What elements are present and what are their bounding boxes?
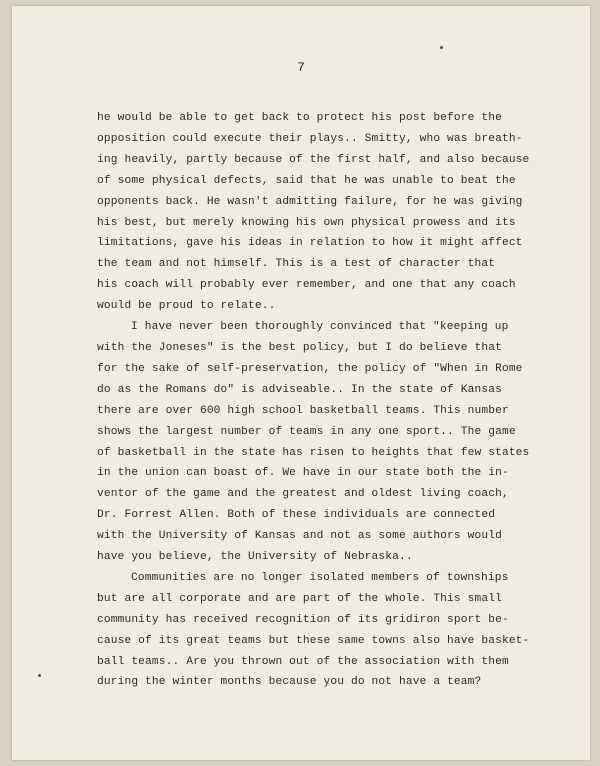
text-line: during the winter months because you do not have a team?	[97, 676, 482, 689]
text-line: ball teams.. Are you thrown out of the association with them	[97, 655, 509, 668]
text-line: for the sake of self-preservation, the policy of "When in Rome	[97, 362, 523, 375]
text-line: opponents back. He wasn't admitting failure, for he was giving	[97, 195, 523, 208]
text-line: Communities are no longer isolated members of townships	[131, 571, 509, 584]
document-page	[12, 6, 590, 760]
text-line: community has received recognition of its gridiron sport be-	[97, 613, 509, 626]
text-line: do as the Romans do" is adviseable.. In the state of Kansas	[97, 383, 502, 396]
text-line: ing heavily, partly because of the first half, and also because	[97, 153, 530, 166]
text-line: opposition could execute their plays.. Smitty, who was breath-	[97, 132, 523, 145]
text-line: of some physical defects, said that he was unable to beat the	[97, 174, 516, 187]
text-line: of basketball in the state has risen to heights that few states	[97, 446, 530, 459]
text-line: there are over 600 high school basketball teams. This number	[97, 404, 509, 417]
text-line: his coach will probably ever remember, and one that any coach	[97, 279, 516, 292]
text-line: with the Joneses" is the best policy, but I do believe that	[97, 341, 502, 354]
text-line: he would be able to get back to protect his post before the	[97, 112, 502, 124]
paper-speck	[38, 674, 41, 677]
text-line: Dr. Forrest Allen. Both of these individuals are connected	[97, 509, 496, 522]
text-line: ventor of the game and the greatest and oldest living coach,	[97, 488, 509, 501]
text-line: limitations, gave his ideas in relation to how it might affect	[97, 237, 523, 250]
text-line: with the University of Kansas and not as some authors would	[97, 530, 502, 543]
paper-speck	[440, 46, 443, 49]
text-line: in the union can boast of. We have in our state both the in-	[97, 467, 509, 480]
text-line: would be proud to relate..	[97, 300, 276, 313]
page-number: 7	[297, 60, 305, 75]
text-line: cause of its great teams but these same towns also have basket-	[97, 634, 530, 647]
text-line: I have never been thoroughly convinced that "keeping up	[131, 321, 509, 334]
text-line: but are all corporate and are part of the whole. This small	[97, 592, 502, 605]
typed-text-body	[97, 108, 567, 693]
text-line: his best, but merely knowing his own physical prowess and its	[97, 216, 516, 229]
text-line: have you believe, the University of Nebraska..	[97, 551, 413, 564]
text-line: the team and not himself. This is a test of character that	[97, 258, 496, 271]
text-line: shows the largest number of teams in any one sport.. The game	[97, 425, 516, 438]
